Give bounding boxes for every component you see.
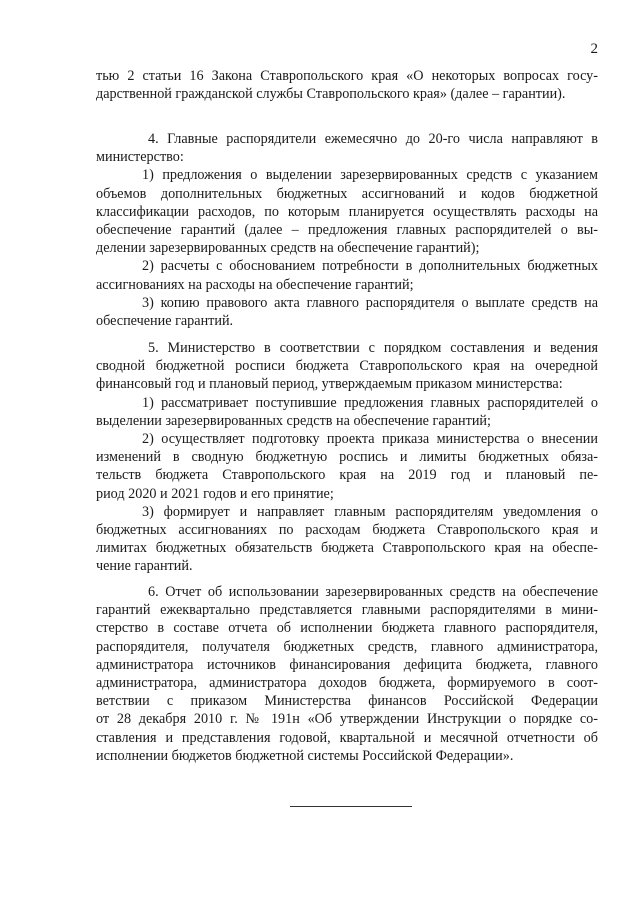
end-of-document-rule	[290, 806, 412, 807]
text-line: от 28 декабря 2010 г. № 191н «Об утверждении Инструкции о порядке со-	[96, 711, 598, 728]
text-line: изменений в сводную бюджетную роспись и лимиты бюджетных обяза-	[96, 449, 598, 466]
text-line: министерство:	[96, 149, 184, 166]
text-line: администратора, администратора доходов бюджета, формируемого в соот-	[96, 674, 598, 691]
text-line: распорядителя, получателя бюджетных средств, главного администратора,	[96, 638, 598, 655]
text-line: ассигнованиях на расходы на обеспечение гарантий;	[96, 276, 414, 293]
paragraph-continuation	[96, 67, 598, 103]
text-line: гарантий ежеквартально представляется главными распорядителями в мини-	[96, 602, 598, 619]
text-line: 2) расчеты с обоснованием потребности в дополнительных бюджетных	[142, 258, 598, 275]
text-line: ветствии с приказом Министерства финансов Российской Федерации	[96, 693, 598, 710]
text-line: делении зарезервированных средств на обеспечение гарантий);	[96, 240, 480, 257]
text-line: 3) формирует и направляет главным распорядителям уведомления о	[142, 503, 598, 520]
text-line: 3) копию правового акта главного распорядителя о выплате средств на	[142, 294, 598, 311]
page-number: 2	[590, 41, 598, 57]
text-line: обеспечение гарантий (далее – предложения главных распорядителей о вы-	[96, 221, 598, 238]
text-line: стерство в составе отчета об исполнении бюджета главного распорядителя,	[96, 620, 598, 637]
text-line: тельств бюджета Ставропольского края на 2019 год и плановый пе-	[96, 467, 598, 484]
text-line: тью 2 статьи 16 Закона Ставропольского края «О некоторых вопросах госу-	[96, 68, 598, 84]
text-line: классификации расходов, по которым планируется осуществлять расходы на	[96, 203, 598, 220]
text-line: 4. Главные распорядители ежемесячно до 20-го числа направляют в	[148, 131, 598, 147]
text-line: лимитах бюджетных обязательств бюджета Ставропольского края на обеспе-	[96, 540, 598, 557]
paragraph-section-6	[96, 583, 598, 765]
text-line: 2) осуществляет подготовку проекта приказа министерства о внесении	[142, 430, 598, 447]
paragraph-section-4	[96, 130, 598, 330]
text-line: администратора источников финансирования дефицита бюджета, главного	[96, 656, 598, 673]
text-line: исполнении бюджетов бюджетной системы Российской Федерации».	[96, 747, 514, 764]
text-line: дарственной гражданской службы Ставропольского края» (далее – гарантии).	[96, 86, 566, 103]
text-line: 5. Министерство в соответствии с порядком составления и ведения	[148, 340, 598, 356]
text-line: финансовый год и плановый период, утверждаемым приказом министерства:	[96, 376, 563, 393]
text-line: бюджетных ассигнованиях по расходам бюджета Ставропольского края и	[96, 521, 598, 538]
text-line: 1) рассматривает поступившие предложения главных распорядителей о	[142, 394, 598, 411]
text-line: обеспечение гарантий.	[96, 312, 234, 329]
text-line: чение гарантий.	[96, 558, 193, 575]
text-line: сводной бюджетной росписи бюджета Ставропольского края на очередной	[96, 358, 598, 375]
text-line: 6. Отчет об использовании зарезервированных средств на обеспечение	[148, 584, 598, 600]
text-line: риод 2020 и 2021 годов и его принятие;	[96, 485, 334, 502]
text-line: ставления и представления годовой, квартальной и месячной отчетности об	[96, 729, 598, 746]
text-line: выделении зарезервированных средств на обеспечение гарантий;	[96, 412, 491, 429]
paragraph-section-5	[96, 339, 598, 575]
text-line: объемов дополнительных бюджетных ассигнований и кодов бюджетной	[96, 185, 598, 202]
text-line: 1) предложения о выделении зарезервированных средств с указанием	[142, 167, 598, 184]
